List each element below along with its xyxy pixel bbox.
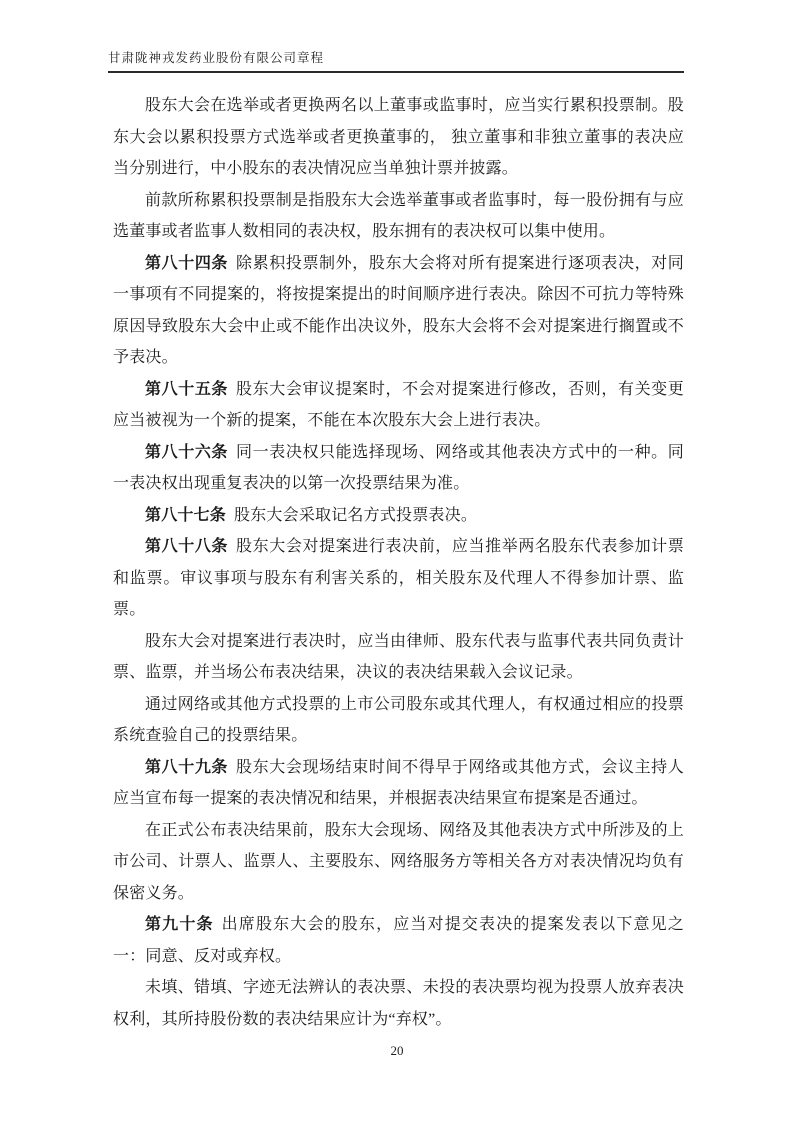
paragraph-text: 股东大会在选举或者更换两名以上董事或监事时，应当实行累积投票制。股东大会以累积投票方式选举或者更换董事的， 独立董事和非独立董事的表决应当分别进行，中小股东的表决情况应当单独计票并披露。	[113, 97, 684, 177]
article-number: 第八十五条	[145, 380, 229, 398]
paragraph-text: 同一表决权只能选择现场、网络或其他表决方式中的一种。同一表决权出现重复表决的以第一次投票结果为准。	[113, 443, 684, 492]
paragraph	[113, 374, 684, 437]
paragraph-text: 股东大会对提案进行表决时，应当由律师、股东代表与监事代表共同负责计票、监票，并当场公布表决结果，决议的表决结果载入会议记录。	[113, 632, 684, 681]
paragraph-text: 前款所称累积投票制是指股东大会选举董事或者监事时，每一股份拥有与应选董事或者监事人数相同的表决权，股东拥有的表决权可以集中使用。	[113, 191, 684, 240]
paragraph-text: 在正式公布表决结果前，股东大会现场、网络及其他表决方式中所涉及的上市公司、计票人、监票人、主要股东、网络服务方等相关各方对表决情况均负有保密义务。	[113, 821, 684, 902]
article-number: 第八十六条	[145, 443, 229, 461]
paragraph	[113, 752, 684, 815]
page-footer	[0, 1042, 794, 1060]
paragraph-text: 股东大会现场结束时间不得早于网络或其他方式，会议主持人应当宣布每一提案的表决情况和结果，并根据表决结果宣布提案是否通过。	[113, 758, 684, 807]
paragraph-text: 除累积投票制外，股东大会将对所有提案进行逐项表决，对同一事项有不同提案的，将按提案提出的时间顺序进行表决。除因不可抗力等特殊原因导致股东大会中止或不能作出决议外，股东大会将不会对提案进行搁置或不予表决。	[113, 254, 684, 366]
article-number: 第九十条	[145, 916, 214, 933]
paragraph	[113, 972, 684, 1035]
paragraph	[113, 90, 684, 185]
paragraph	[113, 689, 684, 752]
paragraph	[113, 531, 684, 626]
paragraph-text: 未填、错填、字迹无法辨认的表决票、未投的表决票均视为投票人放弃表决权利，其所持股份数的表决结果应计为“弃权”。	[113, 979, 684, 1028]
paragraph-text: 股东大会审议提案时，不会对提案进行修改，否则，有关变更应当被视为一个新的提案，不能在本次股东大会上进行表决。	[113, 380, 684, 429]
paragraph	[113, 185, 684, 248]
paragraph-text: 股东大会采取记名方式投票表决。	[234, 506, 478, 524]
article-number: 第八十八条	[145, 538, 229, 555]
paragraph	[113, 626, 684, 689]
paragraph	[113, 248, 684, 374]
paragraph-text: 出席股东大会的股东，应当对提交表决的提案发表以下意见之一：同意、反对或弃权。	[113, 916, 684, 965]
paragraph	[113, 909, 684, 972]
page-number: 20	[390, 1043, 404, 1058]
article-number: 第八十四条	[145, 254, 229, 272]
paragraph-text: 通过网络或其他方式投票的上市公司股东或其代理人，有权通过相应的投票系统查验自己的投票结果。	[113, 695, 684, 744]
document-body	[113, 90, 684, 1035]
paragraph-text: 股东大会对提案进行表决前，应当推举两名股东代表参加计票和监票。审议事项与股东有利害关系的，相关股东及代理人不得参加计票、监票。	[113, 538, 684, 618]
paragraph	[113, 500, 684, 532]
paragraph	[113, 437, 684, 500]
header-title: 甘肃陇神戎发药业股份有限公司章程	[108, 51, 325, 65]
page-header	[108, 48, 684, 73]
paragraph	[113, 815, 684, 910]
article-number: 第八十九条	[145, 758, 229, 776]
article-number: 第八十七条	[145, 506, 227, 524]
